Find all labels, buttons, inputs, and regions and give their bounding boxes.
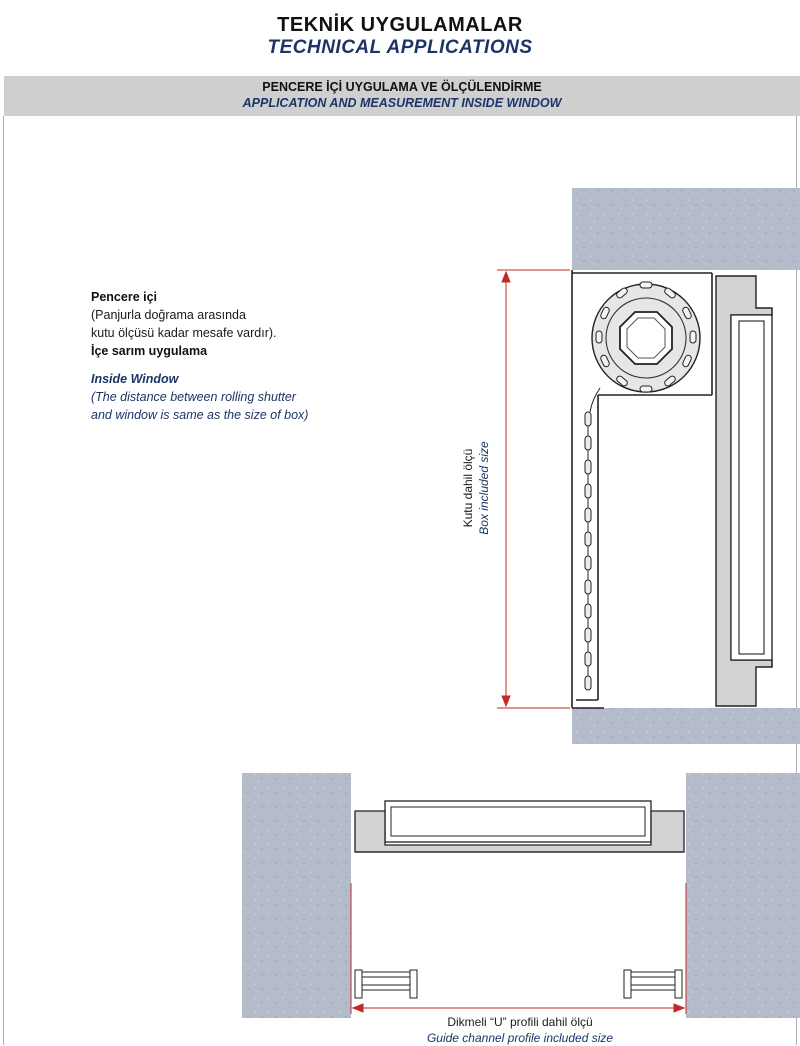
- dimension-horizontal-label-tr: Dikmeli “U” profili dahil ölçü: [447, 1015, 593, 1029]
- octagonal-tube: [620, 312, 672, 364]
- wall-lower: [572, 708, 800, 744]
- description-subheading: İçe sarım uygulama: [91, 344, 208, 358]
- box-plan-profile: [355, 801, 684, 852]
- guide-channel-right: [624, 970, 682, 998]
- dimension-horizontal-label-en: Guide channel profile included size: [426, 1031, 614, 1045]
- dimension-horizontal: [351, 883, 686, 1014]
- description-line-1-english: (The distance between rolling shutter: [91, 390, 296, 404]
- description-line-2: kutu ölçüsü kadar mesafe vardır).: [91, 326, 277, 340]
- dimension-vertical-label-tr: Kutu dahil ölçü: [461, 448, 475, 528]
- page-title: TEKNİK UYGULAMALAR: [277, 14, 523, 36]
- description-heading: Pencere içi: [91, 290, 158, 304]
- window-frame-profile: [716, 276, 772, 706]
- dimension-vertical-label: [460, 378, 496, 598]
- wall-left: [242, 773, 351, 1018]
- dimension-vertical-label-en: Box included size: [477, 441, 491, 535]
- wall-upper: [572, 188, 800, 270]
- page-title-english: TECHNICAL APPLICATIONS: [267, 37, 533, 58]
- dimension-horizontal-label: [353, 1014, 687, 1046]
- section-title-english: APPLICATION AND MEASUREMENT INSIDE WINDOW: [242, 96, 562, 110]
- description-line-2-english: and window is same as the size of box): [91, 408, 309, 422]
- wall-right: [686, 773, 800, 1018]
- dimension-vertical: [497, 270, 570, 708]
- section-title: PENCERE İÇİ UYGULAMA VE ÖLÇÜLENDİRME: [262, 80, 542, 94]
- guide-channel-left: [355, 970, 417, 998]
- description-line-1: (Panjurla doğrama arasında: [91, 308, 246, 322]
- description-heading-english: Inside Window: [91, 372, 179, 386]
